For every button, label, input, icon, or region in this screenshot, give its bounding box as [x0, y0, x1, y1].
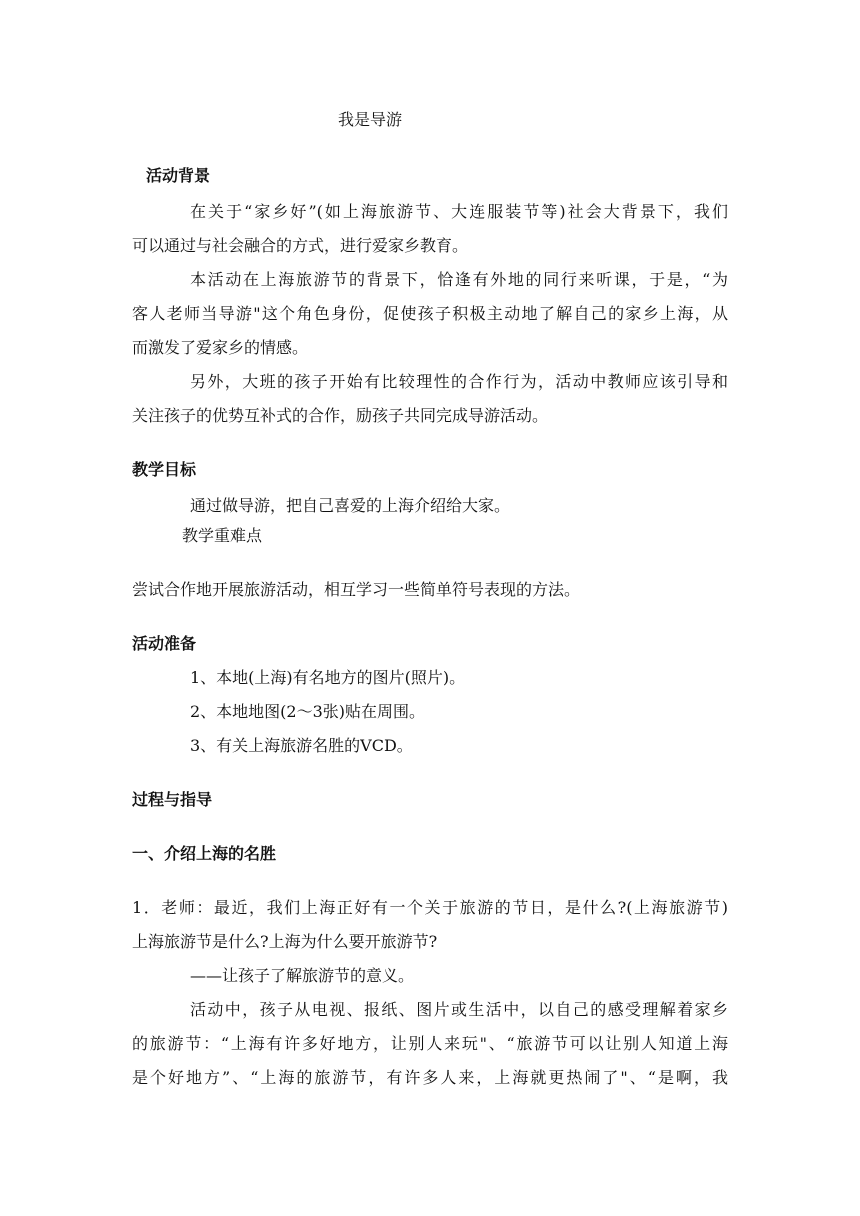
- list-item: 3、有关上海旅游名胜的VCD。: [190, 736, 413, 755]
- section-heading-background: 活动背景: [146, 166, 211, 185]
- paragraph-line: 在关于“家乡好”(如上海旅游节、大连服装节等)社会大背景下，我们: [190, 202, 728, 221]
- paragraph-line: 另外，大班的孩子开始有比较理性的合作行为，活动中教师应该引导和: [190, 372, 728, 391]
- paragraph-line: 通过做导游，把自己喜爱的上海介绍给大家。: [190, 496, 511, 515]
- paragraph-line: 上海旅游节是什么?上海为什么要开旅游节?: [132, 932, 438, 951]
- paragraph-line: 关注孩子的优势互补式的合作，励孩子共同完成导游活动。: [132, 406, 549, 425]
- paragraph-line: 活动中，孩子从电视、报纸、图片或生活中，以自己的感受理解着家乡: [190, 1000, 728, 1019]
- paragraph-line: 1．老师：最近，我们上海正好有一个关于旅游的节日，是什么?(上海旅游节): [132, 898, 728, 917]
- document-title: 我是导游: [338, 110, 403, 129]
- subsection-heading: 一、介绍上海的名胜: [132, 844, 277, 863]
- paragraph-line: 是个好地方”、“上海的旅游节，有许多人来，上海就更热闹了"、“是啊，我: [132, 1068, 728, 1087]
- paragraph-line: 可以通过与社会融合的方式，进行爱家乡教育。: [132, 236, 469, 255]
- paragraph-line: 客人老师当导游"这个角色身份，促使孩子积极主动地了解自己的家乡上海，从: [132, 304, 728, 323]
- paragraph-line: 本活动在上海旅游节的背景下，恰逢有外地的同行来听课，于是，“为: [190, 270, 728, 289]
- paragraph-line: 尝试合作地开展旅游活动，相互学习一些简单符号表现的方法。: [132, 580, 581, 599]
- list-item: 1、本地(上海)有名地方的图片(照片)。: [190, 668, 466, 687]
- section-heading-process: 过程与指导: [132, 790, 213, 809]
- list-item: 2、本地地图(2～3张)贴在周围。: [190, 702, 426, 721]
- paragraph-line: ——让孩子了解旅游节的意义。: [190, 966, 415, 985]
- subheading-key-points: 教学重难点: [182, 526, 263, 545]
- section-heading-preparation: 活动准备: [132, 634, 197, 653]
- paragraph-line: 的旅游节：“上海有许多好地方，让别人来玩"、“旅游节可以让别人知道上海: [132, 1034, 728, 1053]
- section-heading-goals: 教学目标: [132, 460, 197, 479]
- paragraph-line: 而激发了爱家乡的情感。: [132, 338, 309, 357]
